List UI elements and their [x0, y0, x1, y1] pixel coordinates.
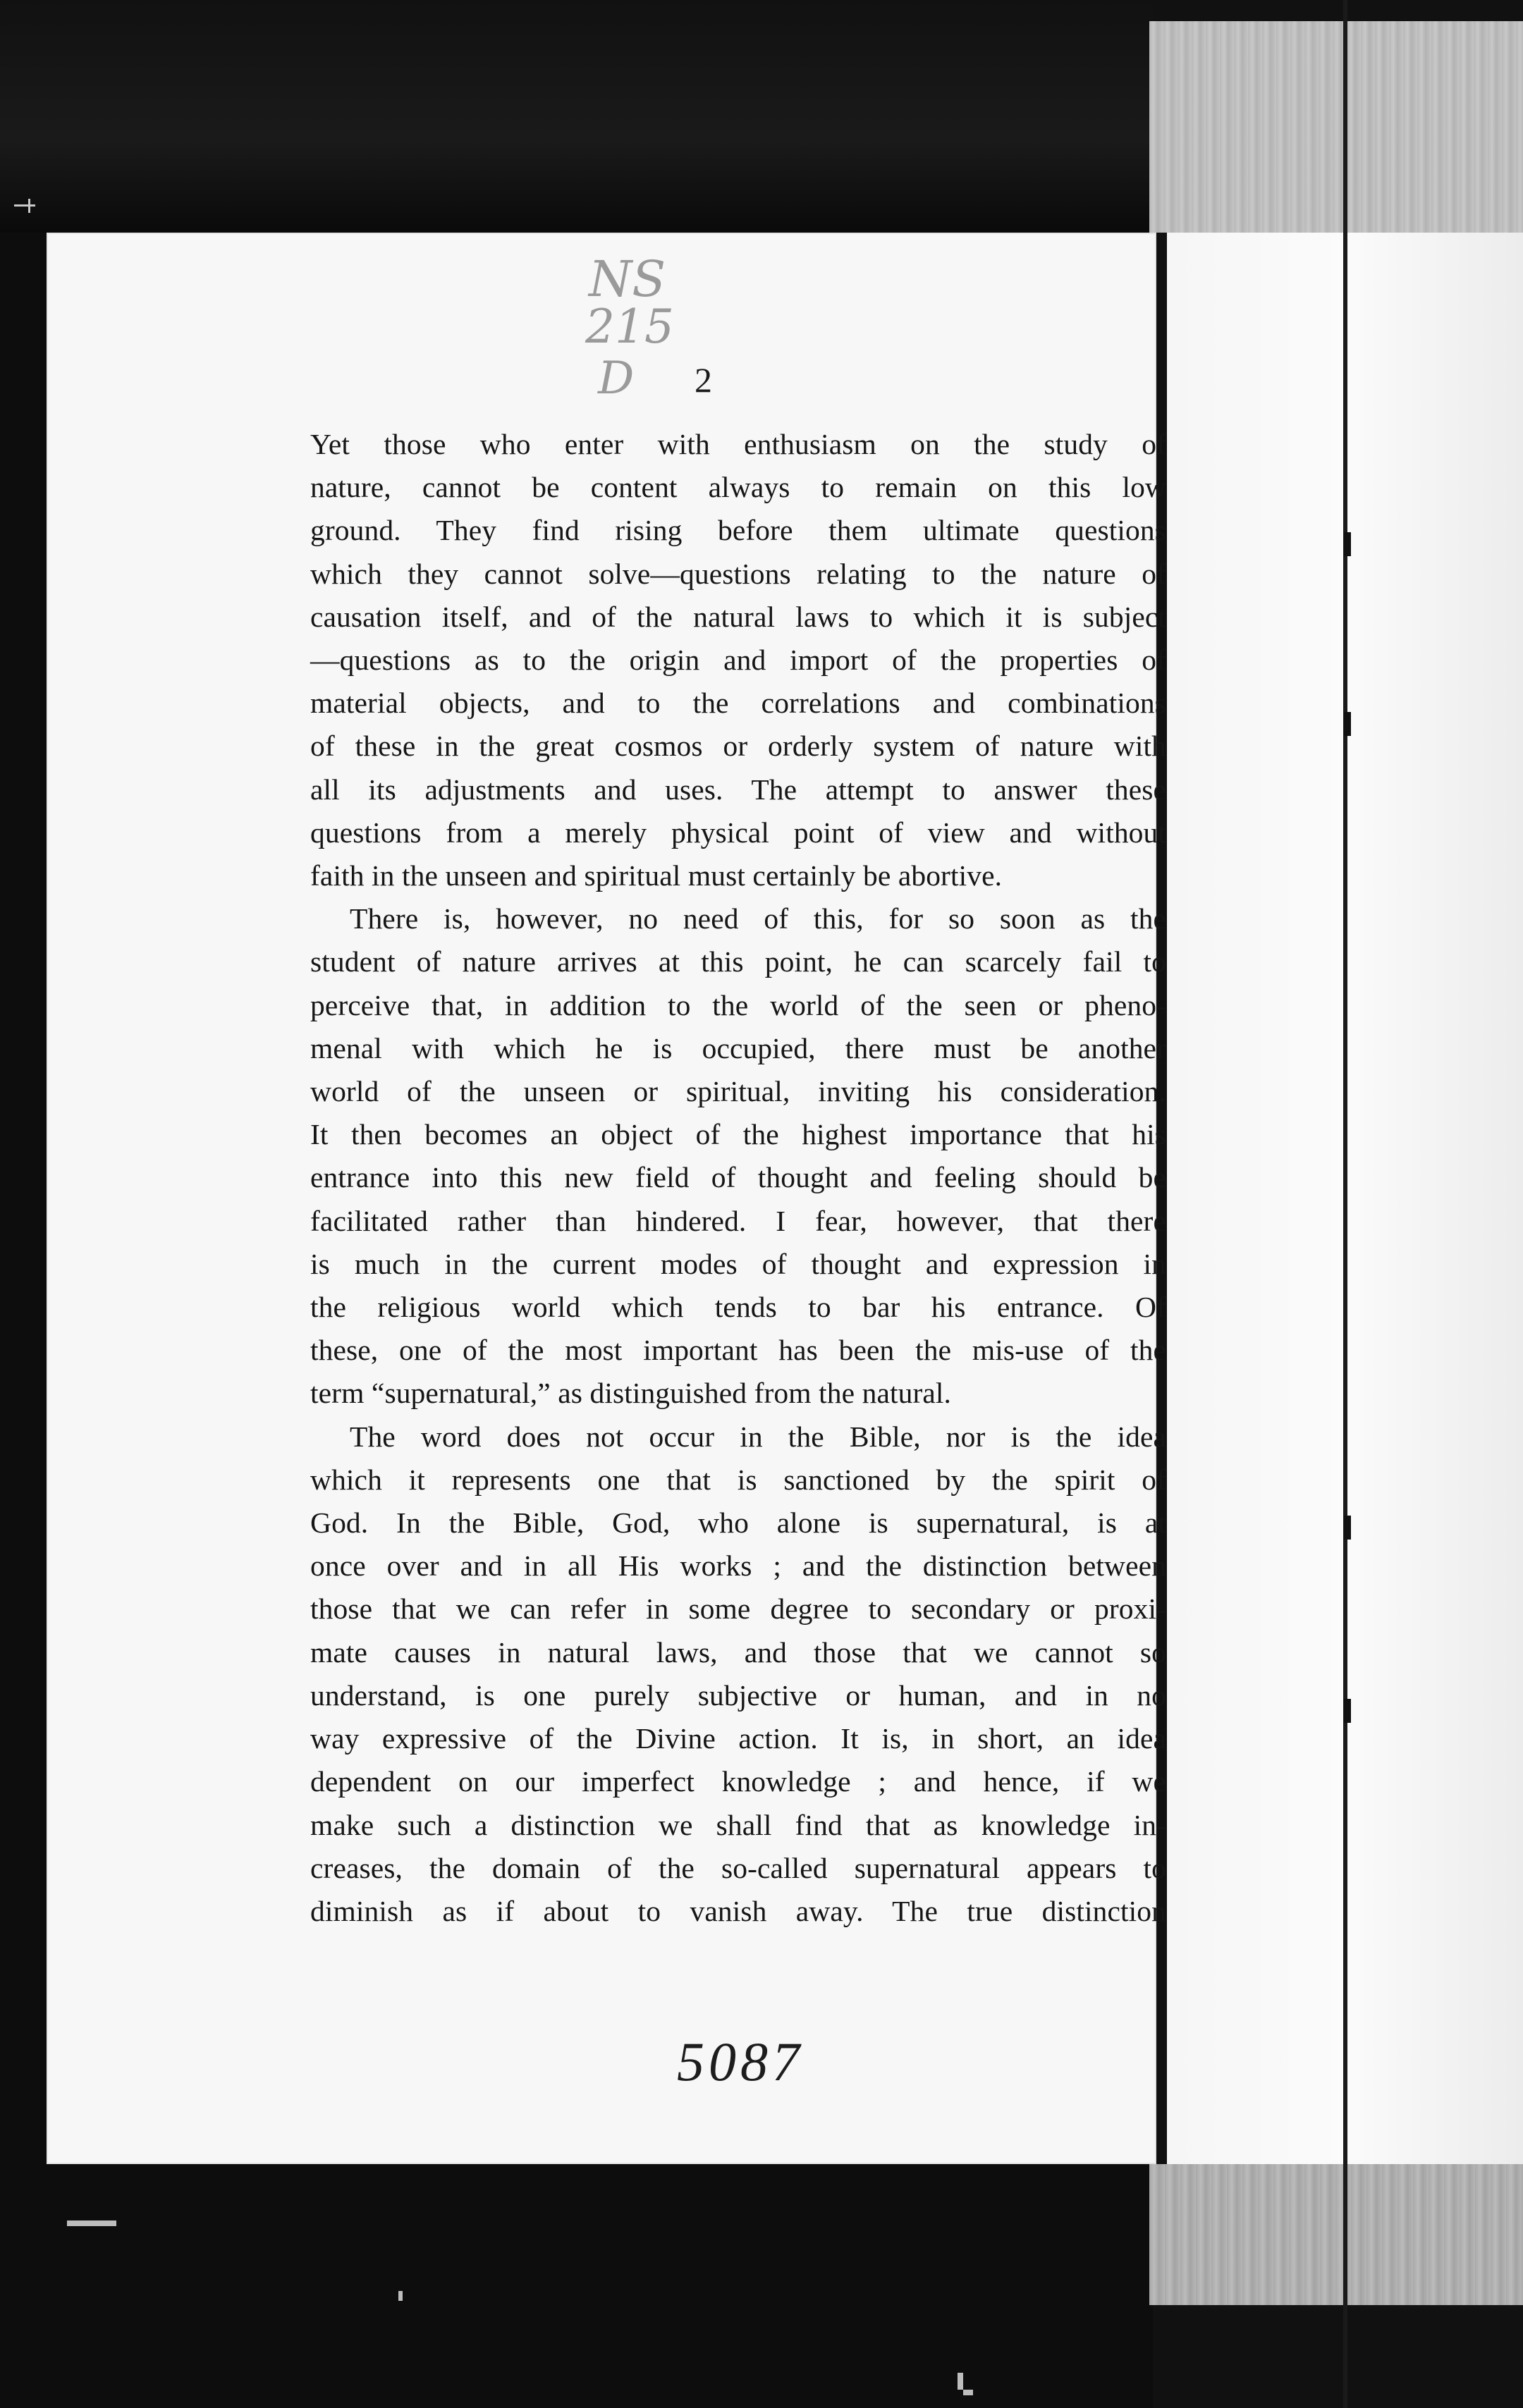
edge-mark: [1344, 532, 1351, 556]
text-line: understand, is one purely subjective or human, and in no: [310, 1678, 1166, 1712]
text-line: world of the unseen or spiritual, inviting his consideration.: [310, 1075, 1166, 1108]
text-line: The word does not occur in the Bible, nor is the idea: [350, 1420, 1166, 1453]
text-line: these, one of the most important has been the mis-use of the: [310, 1334, 1166, 1367]
text-line: the religious world which tends to bar his entrance. Of: [310, 1291, 1166, 1324]
text-line: those that we can refer in some degree to secondary or proxi-: [310, 1592, 1166, 1626]
text-line: causation itself, and of the natural laws to which it is subject: [310, 600, 1166, 633]
text-line: of these in the great cosmos or orderly system of nature with: [310, 730, 1166, 763]
paragraph-2: [265, 897, 1166, 1415]
text-line: is much in the current modes of thought and expression in: [310, 1247, 1166, 1280]
film-speck: [398, 2291, 403, 2301]
text-line: way expressive of the Divine action. It is, in short, an idea: [310, 1722, 1166, 1755]
text-line: perceive that, in addition to the world of the seen or pheno-: [310, 988, 1166, 1021]
text-line: nature, cannot be content always to remain on this low: [310, 471, 1166, 504]
text-line: term “supernatural,” as distinguished from the natural.: [310, 1377, 951, 1410]
text-line: It then becomes an object of the highest importance that his: [310, 1118, 1166, 1151]
text-line: mate causes in natural laws, and those that we cannot so: [310, 1635, 1166, 1669]
handwritten-shelfmark-line1: NS: [589, 250, 666, 308]
body-text: [265, 423, 1166, 1933]
text-line: facilitated rather than hindered. I fear, however, that there: [310, 1204, 1166, 1237]
edge-mark: [1344, 712, 1351, 736]
text-line: —questions as to the origin and import of the properties of: [310, 644, 1166, 677]
text-line: material objects, and to the correlations and combinations: [310, 687, 1166, 720]
handwritten-number: 5087: [677, 2031, 804, 2092]
adjacent-paper-top: [1149, 21, 1523, 233]
text-line: diminish as if about to vanish away. The true distinction: [310, 1894, 1166, 1927]
text-line: God. In the Bible, God, who alone is supernatural, is at: [310, 1506, 1166, 1540]
film-speck: [958, 2373, 963, 2390]
adjacent-paper-bottom: [1149, 2164, 1523, 2305]
film-speck: [67, 2220, 116, 2226]
edge-mark: [1344, 1516, 1351, 1540]
text-line: questions from a merely physical point of view and without: [310, 816, 1166, 849]
text-line: make such a distinction we shall find that as knowledge in-: [310, 1808, 1166, 1841]
handwritten-shelfmark-line2: 215: [585, 300, 674, 354]
edge-mark: [1344, 1699, 1351, 1723]
film-speck: [28, 199, 30, 213]
text-line: which it represents one that is sanctioned by the spirit of: [310, 1463, 1166, 1496]
film-speck: [963, 2390, 973, 2395]
film-speck: [14, 204, 35, 207]
page-number: 2: [695, 360, 712, 400]
text-line: There is, however, no need of this, for so soon as the: [350, 902, 1166, 935]
text-line: all its adjustments and uses. The attempt to answer these: [310, 773, 1166, 806]
text-line: ground. They find rising before them ultimate questions: [310, 514, 1166, 547]
text-line: which they cannot solve—questions relating to the nature of: [310, 557, 1166, 590]
text-line: dependent on our imperfect knowledge ; and hence, if we: [310, 1765, 1166, 1798]
page-fold-line: [1343, 0, 1347, 2408]
text-line: once over and in all His works ; and the distinction between: [310, 1549, 1166, 1583]
text-line: entrance into this new field of thought and feeling should be: [310, 1161, 1166, 1194]
handwritten-shelfmark-line3: D: [598, 352, 635, 405]
text-line: student of nature arrives at this point, he can scarcely fail to: [310, 945, 1166, 978]
text-line: Yet those who enter with enthusiasm on the study of: [310, 428, 1166, 460]
paragraph-3: [265, 1415, 1166, 1933]
text-line: faith in the unseen and spiritual must certainly be abortive.: [310, 859, 1003, 892]
text-line: menal with which he is occupied, there must be another: [310, 1031, 1166, 1064]
paragraph-1: [265, 423, 1166, 897]
microfilm-frame-top: [0, 0, 1156, 233]
text-line: creases, the domain of the so-called supernatural appears to: [310, 1851, 1166, 1884]
